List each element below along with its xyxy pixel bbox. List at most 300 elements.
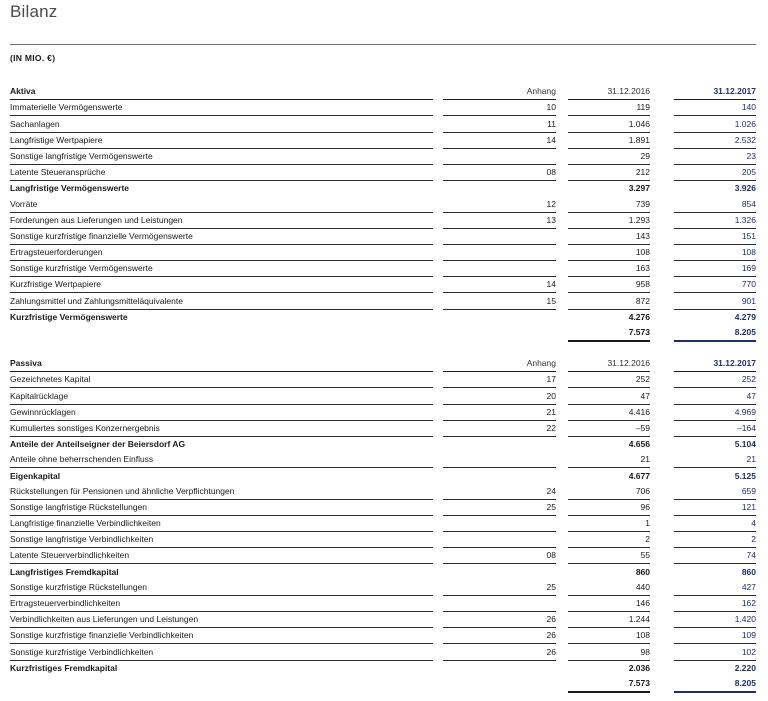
passiva-table (10, 356, 756, 693)
row-value-2017: 659 (674, 484, 756, 500)
table-row (10, 244, 756, 260)
column-gap (556, 644, 568, 660)
column-gap (556, 116, 568, 132)
year-2016-column-header: 31.12.2016 (568, 84, 650, 100)
table-row (10, 181, 756, 197)
column-gap (556, 356, 568, 372)
year-2017-column-header: 31.12.2017 (674, 356, 756, 372)
column-gap (650, 499, 674, 515)
aktiva-total-row (10, 325, 756, 341)
row-anhang: 25 (443, 499, 556, 515)
column-gap (556, 164, 568, 180)
row-value-2016: 119 (568, 100, 650, 116)
row-value-2016: 146 (568, 595, 650, 611)
row-value-2016: 108 (568, 244, 650, 260)
row-value-2017: 1.026 (674, 116, 756, 132)
column-gap (556, 212, 568, 228)
row-value-2017: 2.532 (674, 132, 756, 148)
row-label: Kumuliertes sonstiges Konzernergebnis (10, 420, 433, 436)
row-value-2017: 901 (674, 293, 756, 309)
row-anhang: 14 (443, 277, 556, 293)
row-anhang (443, 228, 556, 244)
row-anhang (443, 181, 556, 197)
column-gap (650, 148, 674, 164)
column-gap (433, 388, 443, 404)
column-gap (433, 181, 443, 197)
title-divider (10, 44, 756, 45)
row-label: Forderungen aus Lieferungen und Leistungen (10, 212, 433, 228)
row-value-2017: 1.326 (674, 212, 756, 228)
row-value-2016: 163 (568, 261, 650, 277)
row-anhang (443, 532, 556, 548)
column-gap (556, 309, 568, 325)
row-label: Sonstige langfristige Verbindlichkeiten (10, 532, 433, 548)
table-row (10, 212, 756, 228)
row-anhang (443, 244, 556, 260)
column-gap (433, 532, 443, 548)
column-gap (650, 100, 674, 116)
row-anhang: 24 (443, 484, 556, 500)
table-row (10, 628, 756, 644)
table-row (10, 468, 756, 484)
column-gap (556, 244, 568, 260)
table-row (10, 164, 756, 180)
table-row (10, 564, 756, 580)
row-label: Sonstige kurzfristige finanzielle Verbindlichkeiten (10, 628, 433, 644)
column-gap (556, 452, 568, 468)
aktiva-table (10, 84, 756, 342)
row-value-2017: 74 (674, 548, 756, 564)
aktiva-header-row (10, 84, 756, 100)
row-value-2016: 1.293 (568, 212, 650, 228)
row-label: Langfristige finanzielle Verbindlichkeiten (10, 515, 433, 531)
column-gap (556, 532, 568, 548)
row-label: Kurzfristiges Fremdkapital (10, 662, 118, 673)
column-gap (650, 277, 674, 293)
column-gap (650, 181, 674, 197)
column-gap (556, 293, 568, 309)
column-gap (650, 532, 674, 548)
row-value-2017: 860 (741, 566, 756, 577)
row-anhang (443, 595, 556, 611)
column-gap (433, 660, 443, 676)
column-gap (556, 660, 568, 676)
row-label: Gewinnrücklagen (10, 404, 433, 420)
column-gap (556, 100, 568, 116)
row-value-2017: 427 (674, 580, 756, 596)
row-value-2017: 2 (674, 532, 756, 548)
column-gap (433, 309, 443, 325)
column-gap (650, 595, 674, 611)
column-gap (650, 580, 674, 596)
column-gap (433, 564, 443, 580)
column-gap (650, 84, 674, 100)
table-row (10, 309, 756, 325)
table-row (10, 420, 756, 436)
row-value-2017: 4.969 (674, 404, 756, 420)
column-gap (556, 468, 568, 484)
row-label: Sonstige langfristige Rückstellungen (10, 499, 433, 515)
column-gap (650, 548, 674, 564)
column-gap (650, 420, 674, 436)
column-gap (556, 515, 568, 531)
table-row (10, 484, 756, 500)
column-gap (650, 309, 674, 325)
column-gap (556, 499, 568, 515)
column-gap (556, 277, 568, 293)
row-label: Langfristige Wertpapiere (10, 132, 433, 148)
column-gap (433, 164, 443, 180)
row-value-2017: 151 (674, 228, 756, 244)
row-label: Ertragsteuerforderungen (10, 244, 433, 260)
row-value-2017: 162 (674, 595, 756, 611)
column-gap (433, 116, 443, 132)
row-value-2016: 958 (568, 277, 650, 293)
table-row (10, 228, 756, 244)
row-value-2017: 854 (674, 196, 756, 212)
column-gap (650, 452, 674, 468)
row-anhang (443, 468, 556, 484)
table-row (10, 293, 756, 309)
row-label: Rückstellungen für Pensionen und ähnliche Verpflichtungen (10, 484, 433, 500)
table-row (10, 196, 756, 212)
passiva-body (10, 356, 756, 692)
table-row (10, 404, 756, 420)
row-anhang: 21 (443, 404, 556, 420)
row-value-2016: 872 (568, 293, 650, 309)
row-label: Sonstige langfristige Vermögenswerte (10, 148, 433, 164)
table-row (10, 532, 756, 548)
column-gap (433, 325, 443, 341)
row-value-2016: 7.573 (568, 676, 650, 692)
row-value-2017: 5.104 (734, 439, 756, 450)
row-value-2017: 121 (674, 499, 756, 515)
column-gap (556, 612, 568, 628)
column-gap (650, 196, 674, 212)
column-gap (650, 293, 674, 309)
column-gap (433, 244, 443, 260)
row-value-2016: 252 (568, 372, 650, 388)
row-label: Anteile ohne beherrschenden Einfluss (10, 452, 433, 468)
column-gap (433, 228, 443, 244)
row-value-2017: 2.220 (734, 662, 756, 673)
column-gap (556, 196, 568, 212)
row-label: Langfristiges Fremdkapital (10, 566, 119, 577)
row-label: Verbindlichkeiten aus Lieferungen und Leistungen (10, 612, 433, 628)
column-gap (650, 628, 674, 644)
row-value-2017: 23 (674, 148, 756, 164)
year-2017-column-header: 31.12.2017 (674, 84, 756, 100)
row-label: Sonstige kurzfristige Rückstellungen (10, 580, 433, 596)
row-anhang: 26 (443, 612, 556, 628)
row-anhang: 17 (443, 372, 556, 388)
row-value-2017: 5.125 (734, 470, 756, 481)
column-gap (556, 325, 568, 341)
column-gap (433, 261, 443, 277)
row-value-2016: 2 (568, 532, 650, 548)
anhang-column-header: Anhang (443, 356, 556, 372)
column-gap (556, 84, 568, 100)
column-gap (433, 356, 443, 372)
aktiva-body (10, 84, 756, 341)
column-gap (433, 468, 443, 484)
table-row (10, 612, 756, 628)
column-gap (433, 436, 443, 452)
column-gap (433, 515, 443, 531)
column-gap (650, 644, 674, 660)
column-gap (433, 452, 443, 468)
column-gap (433, 548, 443, 564)
column-gap (650, 244, 674, 260)
column-gap (650, 468, 674, 484)
column-gap (650, 228, 674, 244)
row-value-2016: 3.297 (628, 183, 650, 194)
table-row (10, 436, 756, 452)
row-label: Sonstige kurzfristige finanzielle Vermögenswerte (10, 228, 433, 244)
row-anhang (443, 261, 556, 277)
row-label: Kurzfristige Wertpapiere (10, 277, 433, 293)
column-gap (556, 564, 568, 580)
row-label: Langfristige Vermögenswerte (10, 183, 130, 194)
column-gap (556, 404, 568, 420)
table-row (10, 499, 756, 515)
year-2016-column-header: 31.12.2016 (568, 356, 650, 372)
column-gap (433, 612, 443, 628)
row-value-2016: 1.244 (568, 612, 650, 628)
unit-label: (IN MIO. €) (10, 53, 56, 63)
row-label: Latente Steuerverbindlichkeiten (10, 548, 433, 564)
row-label (10, 325, 433, 341)
table-row (10, 261, 756, 277)
column-gap (433, 499, 443, 515)
table-row (10, 100, 756, 116)
row-value-2016: 4.656 (628, 439, 650, 450)
row-anhang (443, 515, 556, 531)
row-value-2017: 140 (674, 100, 756, 116)
column-gap (433, 404, 443, 420)
row-value-2017: 3.926 (734, 183, 756, 194)
row-anhang: 20 (443, 388, 556, 404)
column-gap (433, 212, 443, 228)
row-anhang (443, 325, 556, 341)
column-gap (556, 132, 568, 148)
column-gap (556, 484, 568, 500)
column-gap (556, 388, 568, 404)
table-row (10, 148, 756, 164)
table-row (10, 452, 756, 468)
column-gap (650, 356, 674, 372)
column-gap (650, 212, 674, 228)
column-gap (433, 595, 443, 611)
column-gap (433, 676, 443, 692)
row-anhang: 08 (443, 164, 556, 180)
column-gap (556, 181, 568, 197)
row-label: Sachanlagen (10, 116, 433, 132)
row-value-2017: 109 (674, 628, 756, 644)
row-value-2016: 860 (635, 566, 650, 577)
row-anhang: 08 (443, 548, 556, 564)
row-value-2017: 169 (674, 261, 756, 277)
column-gap (650, 564, 674, 580)
row-value-2016: 4.276 (628, 311, 650, 322)
row-value-2016: –59 (568, 420, 650, 436)
row-label: Ertragsteuerverbindlichkeiten (10, 595, 433, 611)
row-label: Vorräte (10, 196, 433, 212)
table-row (10, 116, 756, 132)
row-anhang: 14 (443, 132, 556, 148)
passiva-header-label: Passiva (10, 356, 433, 372)
page-title: Bilanz (10, 2, 58, 21)
row-label: Eigenkapital (10, 470, 61, 481)
row-value-2017: 4.279 (734, 311, 756, 322)
row-anhang: 10 (443, 100, 556, 116)
column-gap (433, 484, 443, 500)
row-value-2016: 29 (568, 148, 650, 164)
row-value-2016: 7.573 (568, 325, 650, 341)
row-value-2017: 8.205 (674, 325, 756, 341)
table-row (10, 548, 756, 564)
row-value-2016: 98 (568, 644, 650, 660)
column-gap (650, 261, 674, 277)
row-value-2016: 2.036 (628, 662, 650, 673)
table-row (10, 277, 756, 293)
column-gap (556, 676, 568, 692)
column-gap (433, 420, 443, 436)
row-label: Gezeichnetes Kapital (10, 372, 433, 388)
column-gap (556, 436, 568, 452)
table-row (10, 388, 756, 404)
column-gap (556, 228, 568, 244)
column-gap (433, 148, 443, 164)
table-row (10, 372, 756, 388)
anhang-column-header: Anhang (443, 84, 556, 100)
passiva-header-row (10, 356, 756, 372)
row-value-2016: 55 (568, 548, 650, 564)
column-gap (433, 644, 443, 660)
row-value-2016: 440 (568, 580, 650, 596)
row-value-2016: 108 (568, 628, 650, 644)
row-anhang: 13 (443, 212, 556, 228)
column-gap (556, 595, 568, 611)
column-gap (556, 372, 568, 388)
column-gap (433, 580, 443, 596)
row-value-2017: 252 (674, 372, 756, 388)
aktiva-header-label: Aktiva (10, 84, 433, 100)
column-gap (433, 196, 443, 212)
row-value-2017: 47 (674, 388, 756, 404)
row-value-2016: 47 (568, 388, 650, 404)
column-gap (650, 612, 674, 628)
table-row (10, 644, 756, 660)
column-gap (433, 100, 443, 116)
column-gap (556, 420, 568, 436)
row-value-2017: 1.420 (674, 612, 756, 628)
row-label: Immaterielle Vermögenswerte (10, 100, 433, 116)
row-label (10, 676, 433, 692)
row-anhang (443, 436, 556, 452)
row-anhang: 15 (443, 293, 556, 309)
column-gap (650, 388, 674, 404)
row-anhang: 26 (443, 628, 556, 644)
column-gap (556, 148, 568, 164)
row-value-2017: 205 (674, 164, 756, 180)
column-gap (650, 132, 674, 148)
column-gap (650, 164, 674, 180)
row-label: Zahlungsmittel und Zahlungsmitteläquivalente (10, 293, 433, 309)
table-row (10, 595, 756, 611)
row-value-2017: 108 (674, 244, 756, 260)
column-gap (650, 116, 674, 132)
row-anhang (443, 676, 556, 692)
column-gap (650, 404, 674, 420)
row-label: Kurzfristige Vermögenswerte (10, 311, 128, 322)
column-gap (650, 660, 674, 676)
row-label: Anteile der Anteilseigner der Beiersdorf AG (10, 439, 186, 450)
row-value-2017: –164 (674, 420, 756, 436)
row-anhang: 22 (443, 420, 556, 436)
column-gap (556, 580, 568, 596)
column-gap (650, 325, 674, 341)
row-anhang (443, 148, 556, 164)
row-anhang: 25 (443, 580, 556, 596)
column-gap (433, 84, 443, 100)
table-row (10, 660, 756, 676)
row-value-2016: 1.046 (568, 116, 650, 132)
column-gap (433, 277, 443, 293)
column-gap (556, 628, 568, 644)
column-gap (433, 372, 443, 388)
row-label: Sonstige kurzfristige Vermögenswerte (10, 261, 433, 277)
row-label: Kapitalrücklage (10, 388, 433, 404)
row-value-2016: 4.677 (628, 470, 650, 481)
table-row (10, 515, 756, 531)
column-gap (556, 261, 568, 277)
row-anhang (443, 452, 556, 468)
row-value-2016: 21 (568, 452, 650, 468)
column-gap (433, 628, 443, 644)
column-gap (433, 293, 443, 309)
row-anhang: 12 (443, 196, 556, 212)
row-value-2017: 21 (674, 452, 756, 468)
row-value-2017: 4 (674, 515, 756, 531)
row-value-2016: 1 (568, 515, 650, 531)
column-gap (650, 484, 674, 500)
column-gap (556, 548, 568, 564)
column-gap (650, 515, 674, 531)
passiva-total-row (10, 676, 756, 692)
row-value-2016: 143 (568, 228, 650, 244)
row-value-2016: 96 (568, 499, 650, 515)
row-value-2017: 8.205 (674, 676, 756, 692)
row-anhang (443, 309, 556, 325)
row-anhang (443, 564, 556, 580)
column-gap (650, 372, 674, 388)
row-value-2016: 4.416 (568, 404, 650, 420)
table-row (10, 580, 756, 596)
row-value-2017: 770 (674, 277, 756, 293)
row-value-2016: 706 (568, 484, 650, 500)
row-anhang: 11 (443, 116, 556, 132)
column-gap (650, 436, 674, 452)
row-value-2016: 212 (568, 164, 650, 180)
row-value-2016: 739 (568, 196, 650, 212)
row-label: Latente Steueransprüche (10, 164, 433, 180)
row-value-2017: 102 (674, 644, 756, 660)
row-label: Sonstige kurzfristige Verbindlichkeiten (10, 644, 433, 660)
row-anhang (443, 660, 556, 676)
column-gap (650, 676, 674, 692)
row-value-2016: 1.891 (568, 132, 650, 148)
